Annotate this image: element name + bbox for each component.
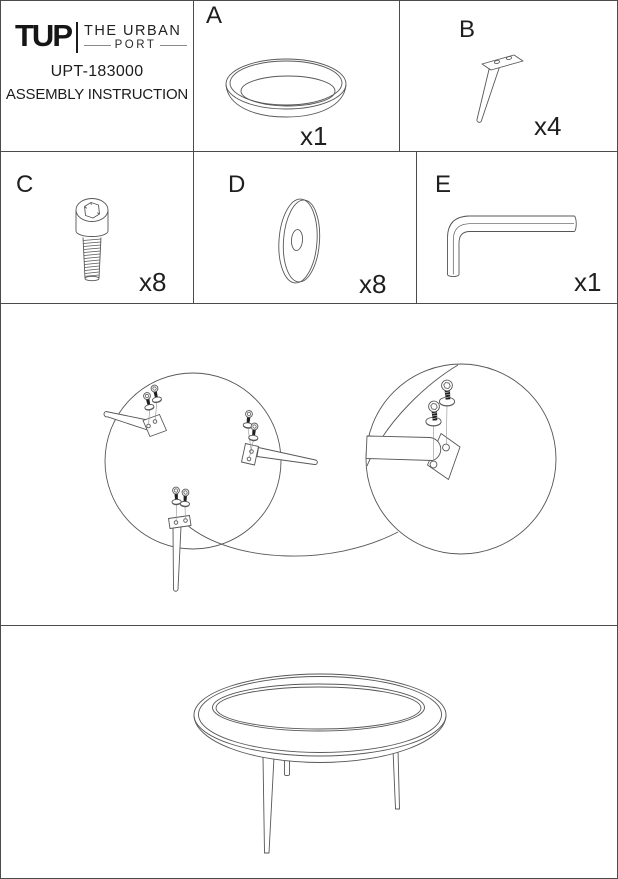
logo-line-port: PORT [84,39,187,51]
leg-assembly-right [242,410,318,465]
page-title: ASSEMBLY INSTRUCTION [5,86,189,103]
leg-drawing [257,448,317,465]
logo-dash-right [160,45,187,46]
bowl-table-top-icon [194,1,400,152]
final-assembly-panel [1,626,618,878]
assembled-table-drawing [1,626,618,878]
part-qty-e: x1 [574,267,602,297]
mounting-plate-drawing [169,516,192,529]
part-qty-d: x8 [359,269,387,299]
part-cell-d [194,152,417,304]
part-qty-c: x8 [139,267,167,297]
front-leg-drawing [263,757,274,853]
logo-dash-left [84,45,111,46]
leg-assembly-bottom [169,487,192,591]
brand-panel [1,1,194,152]
part-cell-c [1,152,194,304]
leg-drawing [366,436,441,461]
leg-drawing [173,527,181,592]
assembly-step-panel [1,304,618,626]
part-label-a: A [206,2,223,29]
part-qty-b: x4 [534,111,562,141]
part-label-d: D [228,171,246,198]
part-cell-b [400,1,618,152]
back-leg-drawing [285,760,290,776]
logo-divider [76,22,78,53]
part-cell-a [194,1,400,152]
table-leg-icon [400,1,618,152]
leg-assembly-detail [366,380,460,480]
zoom-connector-line [187,525,398,556]
logo-line-the-urban: THE URBAN [84,23,182,39]
leg-assembly-top-left [104,384,167,436]
part-label-e: E [435,171,452,198]
product-code: UPT-183000 [50,63,144,80]
brand-logo [15,18,187,53]
part-label-c: C [16,171,34,198]
tup-logo-text: TUP [15,18,71,53]
part-cell-e [417,152,618,304]
assembly-diagram-drawing [1,304,618,626]
part-label-b: B [459,16,476,43]
right-leg-drawing [393,750,400,809]
part-qty-a: x1 [300,121,328,151]
